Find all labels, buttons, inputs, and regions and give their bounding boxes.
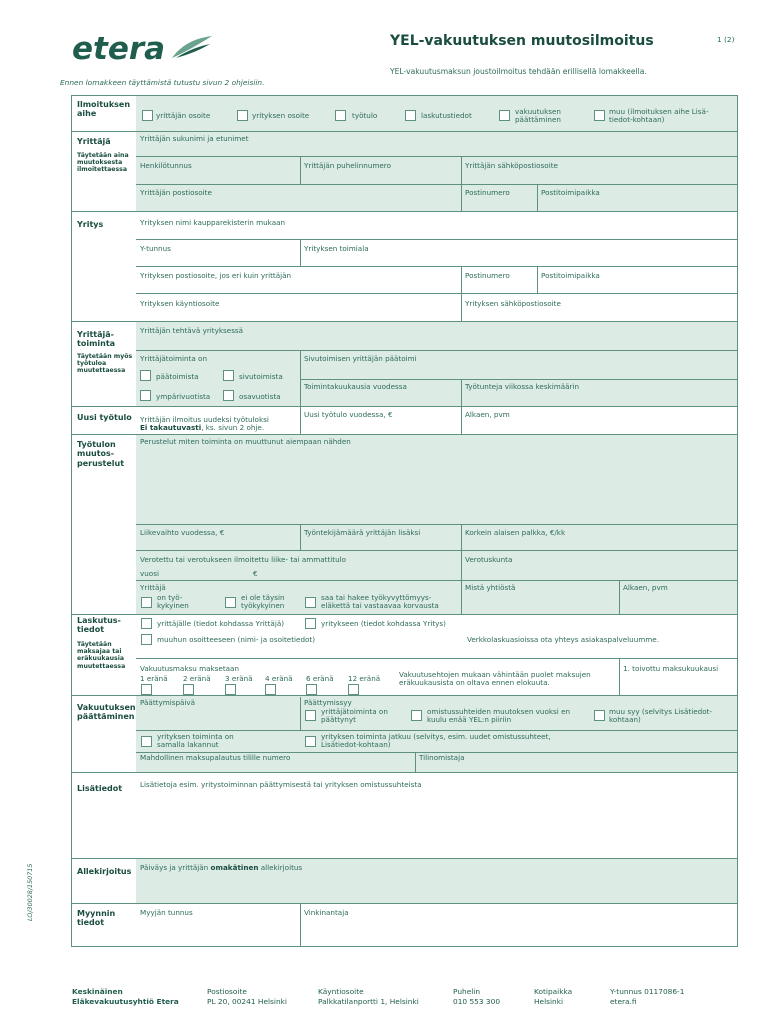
footer-company-1: Keskinäinen bbox=[72, 987, 123, 996]
field-vinkinantaja[interactable]: Vinkinantaja bbox=[304, 908, 349, 917]
divider bbox=[136, 524, 738, 525]
option-label: ei ole täysin työkykyinen bbox=[241, 593, 285, 611]
checkbox-toiminta-jatkuu[interactable] bbox=[305, 736, 316, 747]
section-paattyminen: Vakuutuksen päättäminen bbox=[77, 703, 136, 722]
field-verotuskunta[interactable]: Verotuskunta bbox=[465, 555, 513, 564]
section-yrittaja: Yrittäjä bbox=[77, 137, 111, 146]
divider bbox=[300, 351, 301, 406]
field-yritys-nimi[interactable]: Yrityksen nimi kaupparekisterin mukaan bbox=[140, 218, 286, 227]
divider bbox=[136, 730, 738, 731]
field-ytunnus[interactable]: Y-tunnus bbox=[140, 244, 171, 253]
field-tyotunteja[interactable]: Työtunteja viikossa keskimäärin bbox=[465, 382, 580, 391]
footer-kayntiosoite: Palkkatilanportti 1, Helsinki bbox=[318, 997, 419, 1006]
footer-kayntiosoite-label: Käyntiosoite bbox=[318, 987, 364, 996]
label-ehdot: Vakuutusehtojen mukaan vähintään puolet maksujen eräkuukausista on oltava ennen elokuuta. bbox=[399, 670, 591, 688]
field-tyontekijat[interactable]: Työntekijämäärä yrittäjän lisäksi bbox=[304, 528, 421, 537]
checkbox-era3[interactable] bbox=[225, 684, 236, 695]
field-korkein-palkka[interactable]: Korkein alaisen palkka, €/kk bbox=[465, 528, 566, 537]
field-toivottu[interactable]: 1. toivottu maksukuukausi bbox=[623, 664, 719, 673]
checkbox-muuhun[interactable] bbox=[141, 634, 152, 645]
note-rest: , ks. sivun 2 ohje. bbox=[201, 423, 265, 432]
divider bbox=[72, 211, 738, 212]
footer-web-link[interactable]: etera.fi bbox=[610, 997, 637, 1006]
checkbox-sivutoimista[interactable] bbox=[223, 370, 234, 381]
divider bbox=[300, 904, 301, 947]
option-label: ympärivuotista bbox=[156, 392, 211, 401]
section-lisatiedot: Lisätiedot bbox=[77, 784, 123, 793]
option-label: on työ-kykyinen bbox=[157, 593, 189, 611]
field-verotettu[interactable]: Verotettu tai verotukseen ilmoitettu liike- tai ammattitulo bbox=[140, 555, 347, 564]
checkbox-yrittajan-osoite[interactable] bbox=[142, 110, 153, 121]
field-perustelut[interactable]: Perustelut miten toiminta on muuttunut aiempaan nähden bbox=[140, 437, 351, 446]
option-label: yrityksen toiminta on samalla lakannut bbox=[157, 732, 234, 750]
divider bbox=[136, 293, 738, 294]
divider bbox=[300, 379, 738, 380]
checkbox-vakuutuksen-paattaminen[interactable] bbox=[499, 110, 510, 121]
field-palautus-tili[interactable]: Mahdollinen maksupalautus tilille numero bbox=[140, 753, 291, 762]
field-yritys-postitoimipaikka[interactable]: Postitoimipaikka bbox=[541, 271, 600, 280]
checkbox-muu[interactable] bbox=[594, 110, 605, 121]
section-note: Täytetään aina muutoksesta ilmoitettaessa bbox=[77, 152, 129, 174]
page-title: YEL-vakuutuksen muutosilmoitus bbox=[390, 33, 654, 49]
divider bbox=[136, 156, 738, 157]
field-sivutoimisen[interactable]: Sivutoimisen yrittäjän päätoimi bbox=[304, 354, 417, 363]
logo bbox=[72, 32, 212, 68]
divider bbox=[619, 581, 620, 614]
logo-text: etera bbox=[72, 31, 166, 67]
option-label: yrityksen osoite bbox=[252, 111, 310, 120]
divider bbox=[461, 525, 462, 614]
checkbox-era12[interactable] bbox=[348, 684, 359, 695]
option-label: laskutustiedot bbox=[421, 111, 472, 120]
label-era2: 2 eränä bbox=[183, 674, 211, 683]
checkbox-era4[interactable] bbox=[265, 684, 276, 695]
option-label: osavuotista bbox=[239, 392, 281, 401]
label-euro: € bbox=[253, 569, 258, 578]
yrittaja-band bbox=[136, 132, 737, 211]
option-label: työtulo bbox=[352, 111, 378, 120]
divider bbox=[300, 697, 301, 730]
checkbox-osavuotista[interactable] bbox=[223, 390, 234, 401]
section-note: Täytetään maksajaa tai eräkuukausia muutettaessa bbox=[77, 641, 126, 670]
field-lisatiedot[interactable]: Lisätietoja esim. yritystoiminnan päättymisestä tai yrityksen omistussuhteista bbox=[140, 780, 422, 789]
footer-company-2: Eläkevakuutusyhtiö Etera bbox=[72, 997, 179, 1006]
signature-label-b: omakätinen bbox=[210, 863, 259, 872]
field-yritys-postiosoite[interactable]: Yrityksen postiosoite, jos eri kuin yrittäjän bbox=[140, 271, 292, 280]
checkbox-yritykseen[interactable] bbox=[305, 618, 316, 629]
field-tehtava[interactable]: Yrittäjän tehtävä yrityksessä bbox=[140, 326, 244, 335]
side-code: LO/30028/150715 bbox=[26, 863, 34, 921]
checkbox-laskutustiedot[interactable] bbox=[405, 110, 416, 121]
field-kayntiosoite[interactable]: Yrityksen käyntiosoite bbox=[140, 299, 220, 308]
option-label: vakuutuksen päättäminen bbox=[515, 107, 561, 125]
divider bbox=[415, 753, 416, 772]
divider bbox=[72, 406, 738, 407]
checkbox-tyotulo[interactable] bbox=[335, 110, 346, 121]
checkbox-ymparivuotista[interactable] bbox=[140, 390, 151, 401]
label-era4: 4 eränä bbox=[265, 674, 293, 683]
page-number: 1 (2) bbox=[717, 35, 735, 44]
label-vuosi: vuosi bbox=[140, 569, 159, 578]
option-label: yritykseen (tiedot kohdassa Yritys) bbox=[321, 619, 446, 628]
section-laskutus: Laskutus-tiedot bbox=[77, 616, 121, 635]
field-myyjan-tunnus[interactable]: Myyjän tunnus bbox=[140, 908, 193, 917]
checkbox-yrityksen-osoite[interactable] bbox=[237, 110, 248, 121]
checkbox-samalla-lakannut[interactable] bbox=[141, 736, 152, 747]
checkbox-era1[interactable] bbox=[141, 684, 152, 695]
divider bbox=[461, 267, 462, 321]
divider bbox=[461, 157, 462, 211]
field-liikevaihto[interactable]: Liikevaihto vuodessa, € bbox=[140, 528, 225, 537]
label-era1: 1 eränä bbox=[140, 674, 168, 683]
checkbox-toiminta-paattynyt[interactable] bbox=[305, 710, 316, 721]
footer-postiosoite: PL 20, 00241 Helsinki bbox=[207, 997, 287, 1006]
checkbox-era6[interactable] bbox=[306, 684, 317, 695]
footer-kotipaikka-label: Kotipaikka bbox=[534, 987, 573, 996]
footer-puhelin: 010 553 300 bbox=[453, 997, 501, 1006]
divider bbox=[300, 407, 301, 434]
option-label: sivutoimista bbox=[239, 372, 283, 381]
divider bbox=[619, 659, 620, 695]
option-label: muu (ilmoituksen aihe Lisä-tiedot-kohtaan) bbox=[609, 107, 709, 125]
subtitle: YEL-vakuutusmaksun joustoilmoitus tehdään erillisellä lomakkeella. bbox=[390, 67, 647, 76]
field-postinumero[interactable]: Postinumero bbox=[465, 188, 510, 197]
option-label: yrittäjätoiminta on päättynyt bbox=[321, 707, 388, 725]
label-era6: 6 eränä bbox=[306, 674, 334, 683]
field-allekirjoitus[interactable] bbox=[140, 864, 302, 872]
section-toiminta: Yrittäjä-toiminta bbox=[77, 330, 116, 349]
option-label: omistussuhteiden muutoksen vuoksi en kuulu enää YEL:n piiriin bbox=[427, 707, 571, 725]
checkbox-yrittajalle[interactable] bbox=[141, 618, 152, 629]
option-label: päätoimista bbox=[156, 372, 199, 381]
label-paattymissyy: Päättymissyy bbox=[304, 698, 352, 707]
signature-label-a: Päiväys ja yrittäjän bbox=[140, 863, 211, 872]
divider bbox=[136, 239, 738, 240]
field-postitoimipaikka[interactable]: Postitoimipaikka bbox=[541, 188, 600, 197]
option-label: yrittäjän osoite bbox=[156, 111, 211, 120]
section-uusi-tyotulo: Uusi työtulo bbox=[77, 413, 132, 422]
field-nimi[interactable]: Yrittäjän sukunimi ja etunimet bbox=[140, 134, 249, 143]
divider bbox=[136, 184, 738, 185]
note-bold: Ei takautuvasti bbox=[140, 423, 202, 432]
field-uusi-tyotulo[interactable]: Uusi työtulo vuodessa, € bbox=[304, 410, 393, 419]
divider bbox=[300, 240, 301, 266]
divider bbox=[537, 185, 538, 211]
section-myynnin: Myynnin tiedot bbox=[77, 909, 116, 928]
divider bbox=[461, 380, 462, 406]
checkbox-muu-syy[interactable] bbox=[594, 710, 605, 721]
leaf-icon bbox=[170, 34, 214, 60]
footer-kotipaikka: Helsinki bbox=[534, 997, 564, 1006]
label-maksetaan: Vakuutusmaksu maksetaan bbox=[140, 664, 240, 673]
field-postiosoite[interactable]: Yrittäjän postiosoite bbox=[140, 188, 212, 197]
divider bbox=[537, 267, 538, 293]
divider bbox=[72, 903, 738, 904]
label-verkkolasku: Verkkolaskuasioissa ota yhteys asiakaspalveluumme. bbox=[467, 635, 659, 644]
checkbox-ei-tyokykyinen[interactable] bbox=[225, 597, 236, 608]
option-label: yrityksen toiminta jatkuu (selvitys, esim. uudet omistussuhteet, Lisätiedot-kohtaan) bbox=[321, 732, 551, 750]
checkbox-paatoimista[interactable] bbox=[140, 370, 151, 381]
label-yrittaja: Yrittäjä bbox=[140, 583, 166, 592]
footer-ytunnus: Y-tunnus 0117086-1 bbox=[610, 987, 685, 996]
section-note: Täytetään myös työtuloa muutettaessa bbox=[77, 353, 133, 375]
field-toimintakuukausia[interactable]: Toimintakuukausia vuodessa bbox=[304, 382, 407, 391]
field-sahkoposti[interactable]: Yrittäjän sähköpostiosoite bbox=[465, 161, 558, 170]
checkbox-tyokyvyttomyys[interactable] bbox=[305, 597, 316, 608]
divider bbox=[136, 350, 738, 351]
divider bbox=[136, 266, 738, 267]
divider bbox=[136, 580, 738, 581]
divider bbox=[136, 550, 738, 551]
label-uusi-ilmoitus: Yrittäjän ilmoitus uudeksi työtuloksi bbox=[140, 415, 269, 424]
checkbox-tyokykyinen[interactable] bbox=[141, 597, 152, 608]
section-perustelut: Työtulon muutos-perustelut bbox=[77, 440, 125, 468]
field-yritys-sahkoposti[interactable]: Yrityksen sähköpostiosoite bbox=[465, 299, 561, 308]
divider bbox=[300, 525, 301, 550]
field-toimiala[interactable]: Yrityksen toimiala bbox=[304, 244, 369, 253]
field-mista-yhtiosta[interactable]: Mistä yhtiöstä bbox=[465, 583, 516, 592]
instruction: Ennen lomakkeen täyttämistä tutustu sivun 2 ohjeisiin. bbox=[60, 78, 265, 87]
divider bbox=[136, 658, 738, 659]
label-toiminta-on: Yrittäjätoiminta on bbox=[140, 354, 208, 363]
field-henkilotunnus[interactable]: Henkilötunnus bbox=[140, 161, 192, 170]
footer-postiosoite-label: Postiosoite bbox=[207, 987, 247, 996]
divider bbox=[72, 614, 738, 615]
option-label: yrittäjälle (tiedot kohdassa Yrittäjä) bbox=[157, 619, 285, 628]
divider bbox=[300, 157, 301, 184]
signature-label-c: allekirjoitus bbox=[258, 863, 303, 872]
divider bbox=[72, 772, 738, 773]
divider bbox=[461, 407, 462, 434]
field-paattymispaiva[interactable]: Päättymispäivä bbox=[140, 698, 196, 707]
option-label: muuhun osoitteeseen (nimi- ja osoitetiedot) bbox=[157, 635, 316, 644]
field-alkaen-pvm[interactable]: Alkaen, pvm bbox=[623, 583, 668, 592]
label-era3: 3 eränä bbox=[225, 674, 253, 683]
option-label: saa tai hakee työkyvyttömyys-eläkettä tai vastaavaa korvausta bbox=[321, 593, 439, 611]
section-aihe: Ilmoituksen aihe bbox=[77, 100, 131, 119]
note-takautuvasti bbox=[140, 424, 264, 432]
option-label: muu syy (selvitys Lisätiedot-kohtaan) bbox=[609, 707, 713, 725]
checkbox-omistussuhteet[interactable] bbox=[411, 710, 422, 721]
checkbox-era2[interactable] bbox=[183, 684, 194, 695]
field-tilinomistaja[interactable]: Tilinomistaja bbox=[419, 753, 465, 762]
field-puhelin[interactable]: Yrittäjän puhelinnumero bbox=[304, 161, 391, 170]
field-alkaen[interactable]: Alkaen, pvm bbox=[465, 410, 510, 419]
footer-puhelin-label: Puhelin bbox=[453, 987, 481, 996]
section-allekirjoitus: Allekirjoitus bbox=[77, 867, 132, 876]
label-era12: 12 eränä bbox=[348, 674, 381, 683]
section-yritys: Yritys bbox=[77, 220, 104, 229]
field-yritys-postinumero[interactable]: Postinumero bbox=[465, 271, 510, 280]
